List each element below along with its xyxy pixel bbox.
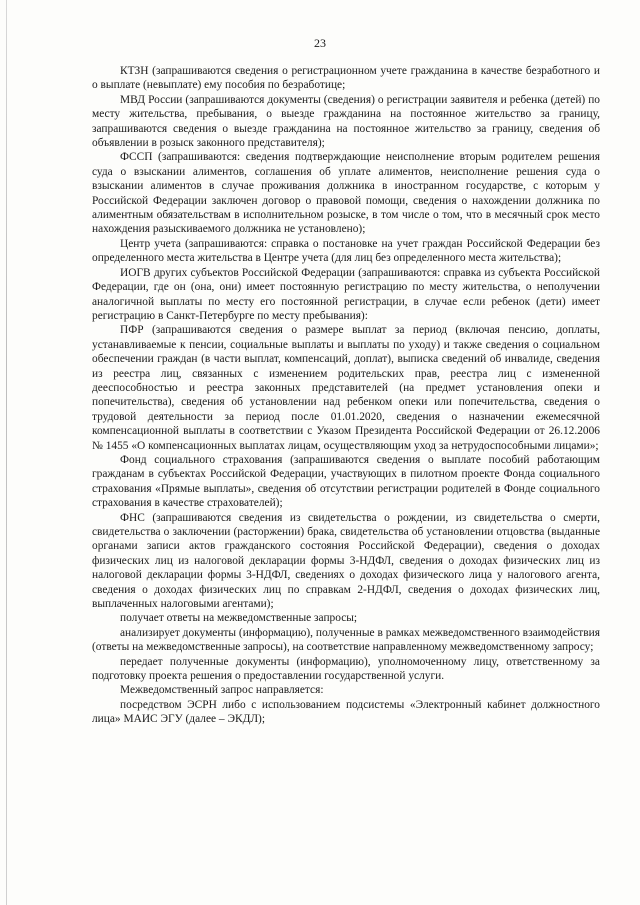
paragraph-transfers: передает полученные документы (информацию), уполномоченному лицу, ответственному за подготовку проекта решения о предоставлении государственной услуги. bbox=[92, 655, 600, 683]
paragraph-iogv: ИОГВ других субъектов Российской Федерации (запрашиваются: справка из субъекта Российской Федерации, где он (она, они) имеет постоянную регистрацию по месту жительства, о неполучении аналогичной выплаты по месту его постоянной регистрации, в случае если ребенок (дети) имеет регистрацию в Санкт-Петербурге по месту пребывания): bbox=[92, 266, 600, 322]
paragraph-fns: ФНС (запрашиваются сведения из свидетельства о рождении, из свидетельства о смерти, свидетельства о заключении (расторжении) брака, свидетельства об установлении отцовства (выданные органами записи актов гражданского состояния Российской Федерации), сведения о доходах физических лиц из налоговой декларации формы 3-НДФЛ, сведения о доходах физических лиц из налоговой декларации формы 3-НДФЛ, сведениях о доходах физического лица у налогового агента, сведения о доходах физических лиц по справкам 2-НДФЛ, сведения о доходах физических лиц, выплаченных налоговыми агентами); bbox=[92, 511, 600, 611]
paragraph-request-sent: Межведомственный запрос направляется: bbox=[120, 684, 324, 697]
scan-edge-line bbox=[6, 0, 7, 905]
page-number: 23 bbox=[314, 36, 326, 50]
paragraph-ktzn: КТЗН (запрашиваются сведения о регистрационном учете гражданина в качестве безработного и о выплате (невыплате) ему пособия по безработице; bbox=[92, 65, 600, 92]
document-body bbox=[92, 64, 600, 727]
paragraph-analyzes: анализирует документы (информацию), полученные в рамках межведомственного взаимодействия (ответы на межведомственные запросы), на соответствие направленному межведомственному запросу; bbox=[92, 626, 600, 654]
paragraph-via-esrn: посредством ЭСРН либо с использованием подсистемы «Электронный кабинет должностного лица» МАИС ЭГУ (далее – ЭКДЛ); bbox=[92, 698, 600, 726]
paragraph-mvd: МВД России (запрашиваются документы (сведения) о регистрации заявителя и ребенка (детей) по месту жительства, пребывания, о выезде гражданина на постоянное жительство за границу, запрашиваются сведения о выезде гражданина на постоянное жительство за границу, сведения об объявлении в розыск законного представителя); bbox=[92, 93, 600, 150]
paragraph-tsentr-ucheta: Центр учета (запрашиваются: справка о постановке на учет граждан Российской Федерации без определенного места жительства в Центре учета (для лиц без определенного места жительства); bbox=[92, 237, 600, 265]
paragraph-pfr: ПФР (запрашиваются сведения о размере выплат за период (включая пенсию, доплаты, устанавливаемые к пенсии, социальные выплаты и выплаты по уходу) и также сведения о социальном обеспечении граждан (в части выплат, компенсаций, доплат), выписка сведений об инвалиде, сведения из реестра лиц, связанных с изменением родительских прав, реестра лиц с измененной дееспособностью и реестра законных представителей (на предмет установления опеки и попечительства), сведения об установлении над ребенком опеки или попечительства, сведения о трудовой деятельности за период после 01.01.2020, сведения о назначении ежемесячной компенсационной выплаты в соответствии с Указом Президента Российской Федерации от 26.12.2006 № 1455 «О компенсационных выплатах лицам, осуществляющим уход за нетрудоспособными лицами»; bbox=[92, 324, 600, 452]
paragraph-fssp: ФССП (запрашиваются: сведения подтверждающие неисполнение вторым родителем решения суда о взыскании алиментов, соглашения об уплате алиментов, неисполнение решения суда о взыскании алиментов в случае проживания должника в иностранном государстве, с которым у Российской Федерации заключен договор о правовой помощи, сведения о нахождении должника по алиментным обязательствам в исполнительном розыске, в том числе о том, что в месячный срок место нахождения разыскиваемого должника не установлено); bbox=[92, 151, 600, 236]
paragraph-fss: Фонд социального страхования (запрашиваются сведения о выплате пособий работающим гражданам в субъектах Российской Федерации, участвующих в пилотном проекте Фонда социального страхования «Прямые выплаты», сведения об отсутствии регистрации родителей в Фонде социального страхования в качестве страхователей); bbox=[92, 453, 600, 510]
paragraph-receives-answers: получает ответы на межведомственные запросы; bbox=[120, 612, 358, 625]
